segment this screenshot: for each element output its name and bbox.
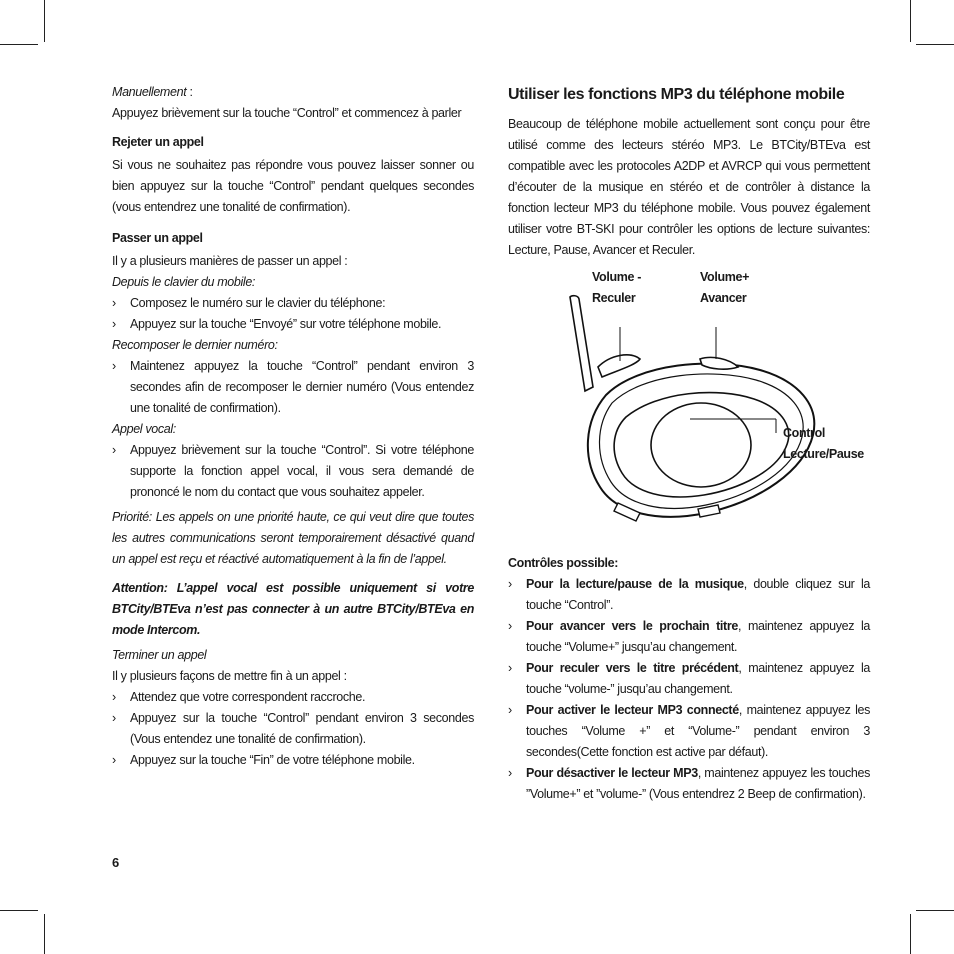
list-item — [112, 356, 474, 419]
bullet-chevron-icon: › — [112, 359, 116, 373]
bullet-chevron-icon: › — [508, 619, 512, 633]
list-item — [508, 700, 870, 763]
crop-mark — [916, 44, 954, 45]
volume-plus-label-line1: Volume+ — [700, 270, 750, 284]
control-bold: Pour la lecture/pause de la musique — [526, 577, 744, 591]
redial-label: Recomposer le dernier numéro: — [112, 338, 278, 352]
headset-device-illustration — [508, 275, 870, 535]
control-rest: , maintenez appuyez les touches “Volume +” et “Volume-” pendant environ 3 secondes(Cette fonction est active par défaut). — [526, 703, 870, 759]
page-number: 6 — [112, 855, 120, 870]
control-label-line2: Lecture/Pause — [783, 447, 864, 461]
list-item — [508, 658, 870, 700]
crop-mark — [44, 0, 45, 42]
manual-text: Appuyez brièvement sur la touche “Control” et commencez à parler — [112, 106, 462, 120]
control-rest: , double cliquez sur la touche “Control”. — [526, 577, 870, 612]
manual-label: Manuellement — [112, 85, 187, 99]
list-item — [112, 750, 474, 771]
list-item — [508, 616, 870, 658]
section-title: Utiliser les fonctions MP3 du téléphone mobile — [508, 86, 845, 103]
list-item-text: Appuyez sur la touche “Fin” de votre téléphone mobile. — [130, 753, 415, 767]
reject-text: Si vous ne souhaitez pas répondre vous pouvez laisser sonner ou bien appuyez sur la touche “Control” pendant quelques secondes (vous entendrez une tonalité de confirmation). — [112, 158, 474, 214]
list-item-text: Composez le numéro sur le clavier du téléphone: — [130, 296, 386, 310]
volume-minus-label — [592, 267, 641, 309]
call-intro: Il y a plusieurs manières de passer un appel : — [112, 254, 348, 268]
list-item-text: Maintenez appuyez la touche “Control” pendant environ 3 secondes afin de recomposer le dernier numéro (Vous entendez une tonalité de confirmation). — [130, 359, 474, 415]
volume-minus-label-line1: Volume - — [592, 270, 642, 284]
control-label-line1: Control — [783, 426, 825, 440]
priority-note: Priorité: Les appels on une priorité haute, ce qui veut dire que toutes les autres communications seront temporairement désactivé quand un appel est reçu et réactivé automatiquement à la fin de l’appel. — [112, 510, 474, 566]
bullet-chevron-icon: › — [508, 661, 512, 675]
bullet-chevron-icon: › — [112, 753, 116, 767]
crop-mark — [0, 910, 38, 911]
control-bold: Pour activer le lecteur MP3 connecté — [526, 703, 739, 717]
crop-mark — [0, 44, 38, 45]
bullet-chevron-icon: › — [508, 577, 512, 591]
headset-figure — [508, 270, 870, 535]
crop-mark — [910, 0, 911, 42]
call-title: Passer un appel — [112, 231, 203, 245]
keypad-label: Depuis le clavier du mobile: — [112, 275, 256, 289]
list-item-text: Appuyez sur la touche “Control” pendant environ 3 secondes (Vous entendez une tonalité de confirmation). — [130, 711, 474, 746]
control-rest: , maintenez appuyez les touches ”Volume+” et ”volume-” (Vous entendrez 2 Beep de confirmation). — [526, 766, 870, 801]
bullet-chevron-icon: › — [508, 703, 512, 717]
volume-plus-label — [700, 267, 749, 309]
bullet-chevron-icon: › — [112, 296, 116, 310]
bullet-chevron-icon: › — [112, 690, 116, 704]
volume-plus-label-line2: Avancer — [700, 291, 747, 305]
end-intro: Il y plusieurs façons de mettre fin à un appel : — [112, 669, 347, 683]
list-item — [112, 708, 474, 750]
list-item — [112, 687, 474, 708]
control-bold: Pour reculer vers le titre précédent — [526, 661, 739, 675]
control-label — [783, 423, 864, 465]
crop-mark — [916, 910, 954, 911]
list-item — [112, 293, 474, 314]
control-bold: Pour désactiver le lecteur MP3 — [526, 766, 698, 780]
bullet-chevron-icon: › — [508, 766, 512, 780]
crop-mark — [44, 914, 45, 954]
intro-text: Beaucoup de téléphone mobile actuellement sont conçu pour être utilisé comme des lecteurs stéréo MP3. Le BTCity/BTEva est compatible avec les protocoles A2DP et AVRCP qui vous permettent d’écouter de la musique en stéréo et de contrôler à distance la fonction lecteur MP3 du téléphone mobile. Vous pouvez également utiliser votre BT-SKI pour contrôler les options de lecture suivantes: Lecture, Pause, Avancer et Reculer. — [508, 117, 870, 257]
crop-mark — [910, 914, 911, 954]
control-bold: Pour avancer vers le prochain titre — [526, 619, 738, 633]
list-item — [112, 314, 474, 335]
volume-minus-label-line2: Reculer — [592, 291, 636, 305]
list-item-text: Appuyez sur la touche “Envoyé” sur votre téléphone mobile. — [130, 317, 442, 331]
list-item — [508, 574, 870, 616]
manual-line — [112, 82, 474, 103]
bullet-chevron-icon: › — [112, 317, 116, 331]
attention-note: Attention: L’appel vocal est possible uniquement si votre BTCity/BTEva n’est pas connecter à un autre BTCity/BTEva en mode Intercom. — [112, 581, 474, 637]
manual-suffix: : — [186, 85, 193, 99]
controls-title: Contrôles possible: — [508, 556, 619, 570]
control-rest: , maintenez appuyez la touche “volume-” jusqu’au changement. — [526, 661, 870, 696]
list-item-text: Appuyez brièvement sur la touche “Control”. Si votre téléphone supporte la fonction appel vocal, il vous sera demandé de prononcé le nom du contact que vous souhaitez appeler. — [130, 443, 474, 499]
end-label: Terminer un appel — [112, 648, 207, 662]
right-column — [508, 84, 870, 805]
bullet-chevron-icon: › — [112, 443, 116, 457]
control-rest: , maintenez appuyez la touche “Volume+” jusqu’au changement. — [526, 619, 870, 654]
reject-title: Rejeter un appel — [112, 135, 204, 149]
list-item — [508, 763, 870, 805]
list-item — [112, 440, 474, 503]
voice-label: Appel vocal: — [112, 422, 176, 436]
left-column — [112, 82, 474, 771]
list-item-text: Attendez que votre correspondent raccroche. — [130, 690, 366, 704]
bullet-chevron-icon: › — [112, 711, 116, 725]
